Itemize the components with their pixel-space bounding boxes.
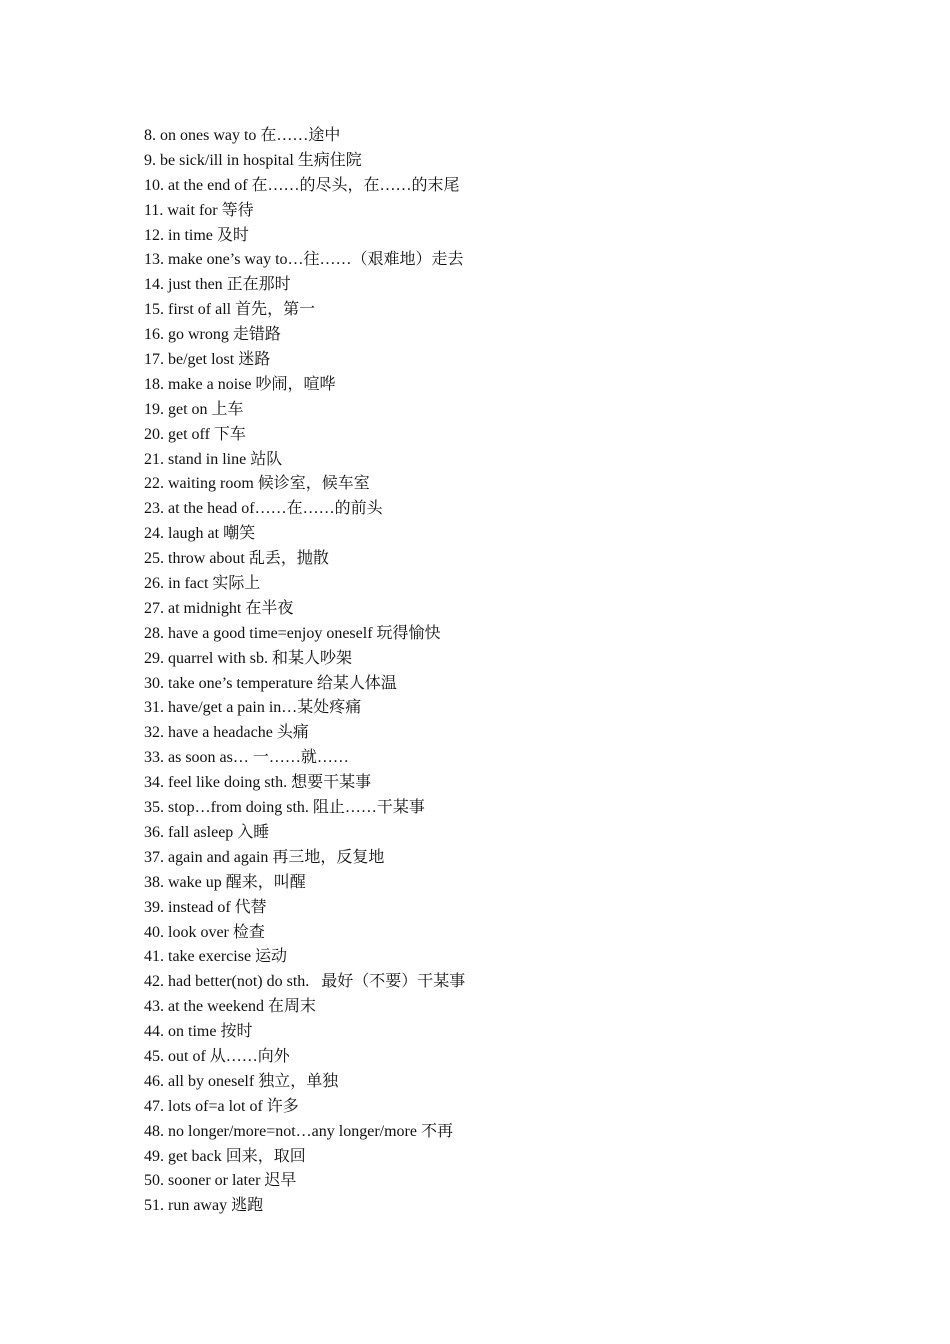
list-item: 46. all by oneself 独立，单独 [144, 1072, 339, 1090]
list-item: 15. first of all 首先，第一 [144, 301, 316, 319]
list-item: 47. lots of=a lot of 许多 [144, 1097, 299, 1115]
list-item: 38. wake up 醒来，叫醒 [144, 873, 306, 891]
list-item: 9. be sick/ill in hospital 生病住院 [144, 151, 362, 169]
list-item: 21. stand in line 站队 [144, 450, 283, 468]
list-item: 10. at the end of 在……的尽头，在……的末尾 [144, 176, 460, 194]
list-item: 17. be/get lost 迷路 [144, 351, 271, 369]
list-item: 35. stop…from doing sth. 阻止……干某事 [144, 799, 425, 817]
list-item: 33. as soon as… 一……就…… [144, 749, 349, 767]
list-item: 20. get off 下车 [144, 425, 246, 443]
list-item: 24. laugh at 嘲笑 [144, 525, 256, 543]
list-item: 31. have/get a pain in…某处疼痛 [144, 699, 362, 717]
list-item: 36. fall asleep 入睡 [144, 823, 270, 841]
list-item: 40. look over 检查 [144, 923, 265, 941]
list-item: 30. take one’s temperature 给某人体温 [144, 674, 397, 692]
list-item: 45. out of 从……向外 [144, 1047, 290, 1065]
list-item: 42. had better(not) do sth. 最好（不要）干某事 [144, 973, 466, 991]
list-item: 18. make a noise 吵闹，喧哗 [144, 375, 336, 393]
list-item: 41. take exercise 运动 [144, 948, 288, 966]
list-item: 49. get back 回来，取回 [144, 1147, 306, 1165]
list-item: 26. in fact 实际上 [144, 575, 261, 593]
list-item: 11. wait for 等待 [144, 201, 254, 219]
list-item: 12. in time 及时 [144, 226, 249, 244]
list-item: 37. again and again 再三地，反复地 [144, 848, 385, 866]
list-item: 43. at the weekend 在周末 [144, 998, 316, 1016]
list-item: 39. instead of 代替 [144, 898, 267, 916]
list-item: 29. quarrel with sb. 和某人吵架 [144, 649, 352, 667]
list-item: 28. have a good time=enjoy oneself 玩得愉快 [144, 624, 441, 642]
list-item: 27. at midnight 在半夜 [144, 599, 294, 617]
list-item: 22. waiting room 候诊室，候车室 [144, 475, 370, 493]
list-item: 19. get on 上车 [144, 400, 244, 418]
list-item: 48. no longer/more=not…any longer/more 不再 [144, 1122, 453, 1140]
list-item: 8. on ones way to 在……途中 [144, 127, 341, 144]
list-item: 34. feel like doing sth. 想要干某事 [144, 774, 372, 792]
list-item: 44. on time 按时 [144, 1023, 253, 1041]
list-item: 14. just then 正在那时 [144, 276, 291, 294]
list-item: 50. sooner or later 迟早 [144, 1172, 297, 1190]
list-item: 16. go wrong 走错路 [144, 326, 281, 344]
list-item: 51. run away 逃跑 [144, 1197, 264, 1215]
list-item: 25. throw about 乱丢，抛散 [144, 550, 329, 568]
list-item: 13. make one’s way to…往……（艰难地）走去 [144, 251, 464, 269]
list-item: 23. at the head of……在……的前头 [144, 500, 383, 518]
list-item: 32. have a headache 头痛 [144, 724, 309, 742]
phrase-list [144, 124, 465, 1219]
